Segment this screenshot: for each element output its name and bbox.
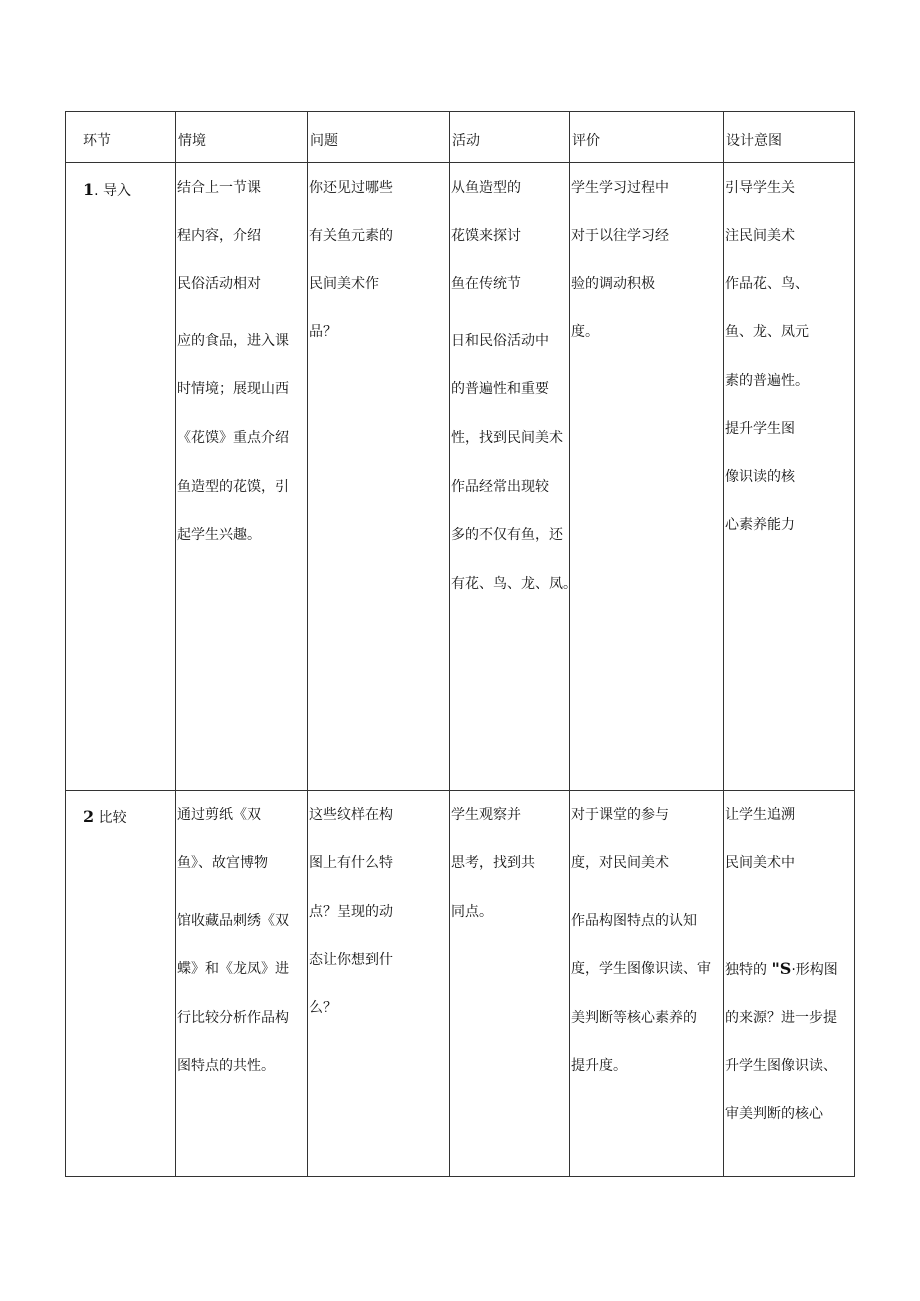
header-evaluation: 评价 bbox=[572, 133, 600, 149]
text-line: 你还见过哪些 bbox=[309, 180, 393, 196]
row-divider bbox=[66, 162, 854, 163]
text-line: 馆收藏品刺绣《双 bbox=[177, 913, 289, 929]
text-line: 时情境；展现山西 bbox=[177, 381, 289, 397]
text-line: 性，找到民间美术 bbox=[451, 430, 563, 446]
text-line: 民间美术中 bbox=[725, 855, 795, 871]
text-line: 学生学习过程中 bbox=[571, 180, 669, 196]
text-line: 应的食品，进入课 bbox=[177, 333, 289, 349]
text-line: 品？ bbox=[309, 324, 337, 340]
text-line: 注民间美术 bbox=[725, 228, 795, 244]
header-context: 情境 bbox=[178, 133, 206, 149]
text-line: 的来源？进一步提 bbox=[725, 1010, 837, 1026]
row1-stage bbox=[83, 180, 131, 200]
lesson-plan-table bbox=[65, 111, 855, 1177]
text-line: 升学生图像识读、 bbox=[725, 1058, 837, 1074]
text-fragment: 独特的 bbox=[725, 962, 772, 978]
text-line: 审美判断的核心 bbox=[725, 1106, 823, 1122]
text-line: 鱼、龙、凤元 bbox=[725, 324, 809, 340]
text-line: 图特点的共性。 bbox=[177, 1058, 275, 1074]
text-line: 提升度。 bbox=[571, 1058, 627, 1074]
row2-stage-number: 2 bbox=[83, 807, 95, 826]
column-divider bbox=[723, 112, 724, 1176]
text-line: 引导学生关 bbox=[725, 180, 795, 196]
row-divider bbox=[66, 790, 854, 791]
text-line: 多的不仅有鱼，还 bbox=[451, 527, 563, 543]
column-divider bbox=[175, 112, 176, 1176]
text-line: 民间美术作 bbox=[309, 276, 379, 292]
text-line: 素的普遍性。 bbox=[725, 373, 809, 389]
text-fragment: ·形构图 bbox=[791, 962, 838, 978]
text-line: 鱼在传统节 bbox=[451, 276, 521, 292]
column-divider bbox=[449, 112, 450, 1176]
text-line: 蝶》和《龙凤》进 bbox=[177, 961, 289, 977]
column-divider bbox=[569, 112, 570, 1176]
text-line: 态让你想到什 bbox=[309, 952, 393, 968]
row1-stage-number: 1 bbox=[83, 180, 95, 199]
text-line: 点？呈现的动 bbox=[309, 904, 393, 920]
text-line: 结合上一节课 bbox=[177, 180, 261, 196]
text-line: 行比较分析作品构 bbox=[177, 1010, 289, 1026]
text-line: 思考，找到共 bbox=[451, 855, 535, 871]
text-line: 对于以往学习经 bbox=[571, 228, 669, 244]
text-line: 图上有什么特 bbox=[309, 855, 393, 871]
text-line: 度。 bbox=[571, 324, 599, 340]
text-line: 日和民俗活动中 bbox=[451, 333, 549, 349]
row2-stage bbox=[83, 807, 127, 827]
text-line: 通过剪纸《双 bbox=[177, 807, 261, 823]
header-activity: 活动 bbox=[452, 133, 480, 149]
text-line: 的普遍性和重要 bbox=[451, 381, 549, 397]
text-line: 鱼》、故宫博物 bbox=[177, 855, 268, 871]
text-line: 起学生兴趣。 bbox=[177, 527, 261, 543]
row1-stage-label: . 导入 bbox=[94, 183, 132, 199]
column-divider bbox=[307, 112, 308, 1176]
text-line: 作品构图特点的认知 bbox=[571, 913, 697, 929]
text-line: 作品花、鸟、 bbox=[725, 276, 809, 292]
text-line bbox=[725, 960, 838, 979]
text-line: 从鱼造型的 bbox=[451, 180, 521, 196]
row2-stage-label: 比较 bbox=[98, 810, 127, 826]
text-line: 同点。 bbox=[451, 904, 493, 920]
header-intent: 设计意图 bbox=[726, 133, 782, 149]
text-line: 度，对民间美术 bbox=[571, 855, 669, 871]
text-line: 学生观察并 bbox=[451, 807, 521, 823]
text-line: 美判断等核心素养的 bbox=[571, 1010, 697, 1026]
text-line: 提升学生图 bbox=[725, 421, 795, 437]
header-question: 问题 bbox=[310, 133, 338, 149]
text-line: 程内容，介绍 bbox=[177, 228, 261, 244]
text-line: 么？ bbox=[309, 1000, 337, 1016]
text-line: 验的调动积极 bbox=[571, 276, 655, 292]
text-line: 心素养能力 bbox=[725, 517, 795, 533]
text-line: 花馍来探讨 bbox=[451, 228, 521, 244]
text-line: 《花馍》重点介绍 bbox=[177, 430, 289, 446]
text-line: 对于课堂的参与 bbox=[571, 807, 669, 823]
s-shape-mark: "S bbox=[771, 959, 792, 978]
text-line: 这些纹样在构 bbox=[309, 807, 393, 823]
text-line: 作品经常出现较 bbox=[451, 479, 549, 495]
text-line: 有花、鸟、龙、凤。 bbox=[451, 576, 577, 592]
text-line: 鱼造型的花馍，引 bbox=[177, 479, 289, 495]
text-line: 度，学生图像识读、审 bbox=[571, 961, 711, 977]
text-line: 民俗活动相对 bbox=[177, 276, 261, 292]
text-line: 让学生追溯 bbox=[725, 807, 795, 823]
text-line: 有关鱼元素的 bbox=[309, 228, 393, 244]
text-line: 像识读的核 bbox=[725, 469, 795, 485]
header-stage: 环节 bbox=[83, 133, 111, 149]
